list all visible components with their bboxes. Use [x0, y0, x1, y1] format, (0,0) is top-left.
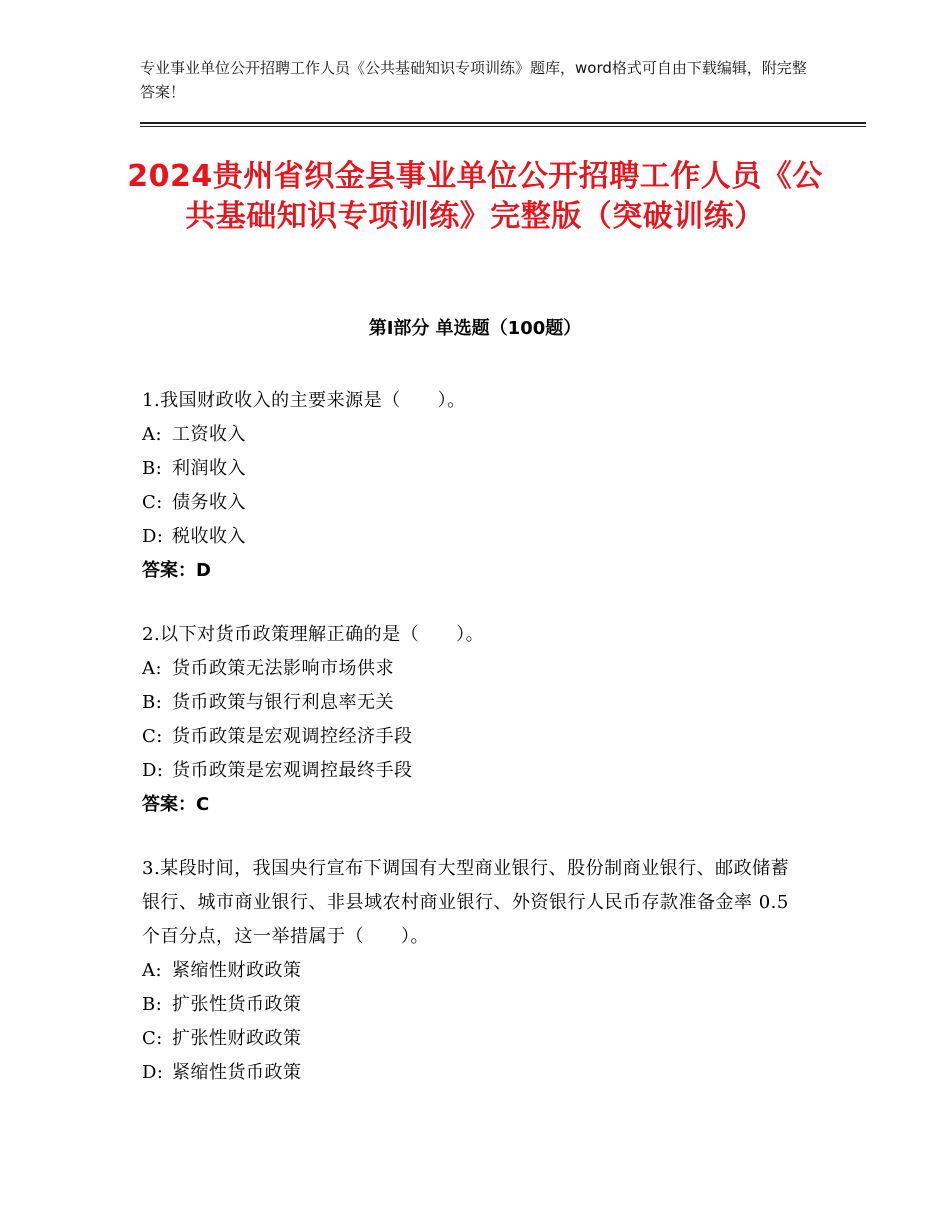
option-text: 紧缩性货币政策 [172, 1062, 302, 1083]
question-text: 2.以下对货币政策理解正确的是（ ）。 [142, 624, 485, 645]
option-text: 税收收入 [172, 526, 246, 547]
option-b [142, 452, 802, 486]
option-c [142, 486, 802, 520]
option-key: B: [142, 994, 163, 1015]
option-text: 扩张性货币政策 [172, 994, 302, 1015]
option-c [142, 1022, 802, 1056]
option-text: 紧缩性财政政策 [172, 960, 302, 981]
option-key: C: [142, 726, 163, 747]
option-text: 债务收入 [172, 492, 246, 513]
question-text: 1.我国财政收入的主要来源是（ ）。 [142, 390, 466, 411]
option-key: B: [142, 692, 163, 713]
option-c [142, 720, 802, 754]
header-rule-thin [140, 126, 866, 127]
option-a [142, 954, 802, 988]
option-a [142, 652, 802, 686]
option-d [142, 754, 802, 788]
option-text: 货币政策无法影响市场供求 [172, 658, 394, 679]
option-key: A: [142, 960, 163, 981]
option-key: C: [142, 1028, 163, 1049]
section-title: 第Ⅰ部分 单选题（100题） [368, 318, 582, 339]
option-d [142, 1056, 802, 1090]
option-text: 货币政策是宏观调控经济手段 [172, 726, 413, 747]
option-text: 利润收入 [172, 458, 246, 479]
option-text: 扩张性财政政策 [172, 1028, 302, 1049]
question-2 [142, 618, 802, 822]
option-d [142, 520, 802, 554]
option-key: C: [142, 492, 163, 513]
header-rule-thick [140, 122, 866, 124]
option-key: B: [142, 458, 163, 479]
option-text: 货币政策与银行利息率无关 [172, 692, 394, 713]
question-3 [142, 852, 802, 1090]
option-key: A: [142, 424, 163, 445]
question-text: 3.某段时间，我国央行宣布下调国有大型商业银行、股份制商业银行、邮政储蓄银行、城市商业银行、非县域农村商业银行、外资银行人民币存款准备金率 0.5 个百分点，这一举措属于（ ）。 [142, 858, 790, 947]
option-key: A: [142, 658, 163, 679]
option-text: 货币政策是宏观调控最终手段 [172, 760, 413, 781]
question-list [142, 384, 802, 1120]
option-b [142, 686, 802, 720]
answer-label: 答案：C [142, 794, 210, 815]
option-key: D: [142, 1062, 164, 1083]
option-key: D: [142, 526, 164, 547]
question-1 [142, 384, 802, 588]
document-title: 2024贵州省织金县事业单位公开招聘工作人员《公共基础知识专项训练》完整版（突破训练） [127, 159, 823, 234]
option-b [142, 988, 802, 1022]
option-text: 工资收入 [172, 424, 246, 445]
option-a [142, 418, 802, 452]
option-key: D: [142, 760, 164, 781]
header-note: 专业事业单位公开招聘工作人员《公共基础知识专项训练》题库，word格式可自由下载编辑，附完整答案！ [140, 59, 807, 101]
answer-label: 答案：D [142, 560, 211, 581]
